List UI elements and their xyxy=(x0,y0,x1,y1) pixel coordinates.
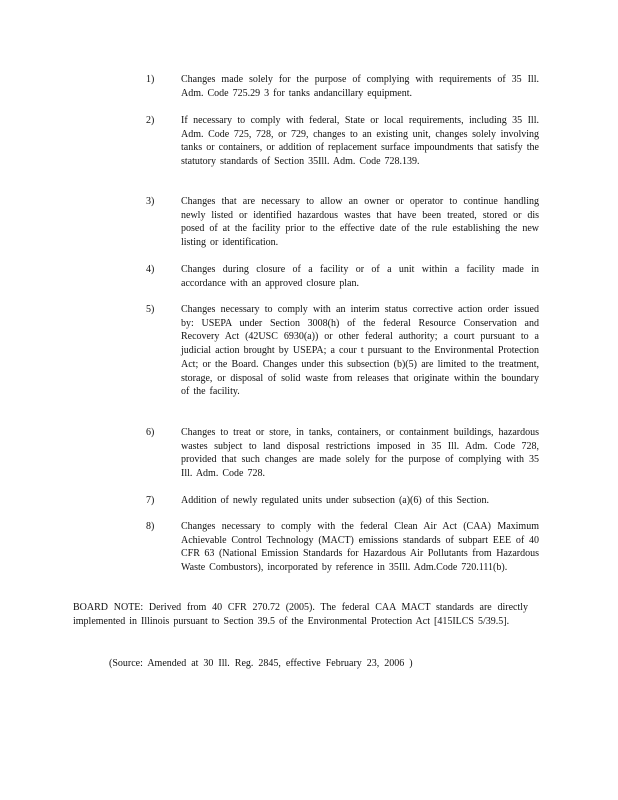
board-note: BOARD NOTE: Derived from 40 CFR 270.72 (2005). The federal CAA MACT standards are directly implemented in Illinois pursuant to Section 39.5 of the Environmental Protection Act [415ILCS 5/39.5]. xyxy=(73,602,528,627)
source-citation: (Source: Amended at 30 Ill. Reg. 2845, effective February 23, 2006 ) xyxy=(109,658,413,669)
item-text: Changes during closure of a facility or of a unit within a facility made in accordance with an approved closure plan. xyxy=(181,264,539,289)
item-number: 3) xyxy=(146,196,155,207)
item-text: Addition of newly regulated units under subsection (a)(6) of this Section. xyxy=(181,495,489,506)
item-number: 2) xyxy=(146,115,155,126)
item-text: Changes necessary to comply with the federal Clean Air Act (CAA) Maximum Achievable Control Technology (MACT) emissions standards of subpart EEE of 40 CFR 63 (National Emission Standards for Hazardous Air Pollutants from Hazardous Waste Combustors), incorporated by reference in 35Ill. Adm.Code 720.111(b). xyxy=(181,521,539,574)
item-number: 4) xyxy=(146,264,155,275)
item-number: 7) xyxy=(146,495,155,506)
item-text: Changes that are necessary to allow an owner or operator to continue handling newly listed or identified hazardous wastes that have been treated, stored or dis posed of at the facility prior to the effective date of the rule establishing the new listing or identification. xyxy=(181,196,539,249)
item-text: Changes to treat or store, in tanks, containers, or containment buildings, hazardous wastes subject to land disposal restrictions imposed in 35 Ill. Adm. Code 728, provided that such changes are made solely for the purpose of complying with 35 Ill. Adm. Code 728. xyxy=(181,427,539,480)
item-number: 8) xyxy=(146,521,155,532)
item-text: Changes necessary to comply with an interim status corrective action order issued by: USEPA under Section 3008(h) of the federal Resource Conservation and Recovery Act (42USC 6930(a)) or other federal authority; a court pursuant to a judicial action brought by USEPA; a cour t pursuant to the Environmental Protection Act; or the Board. Changes under this subsection (b)(5) are limited to the treatment, storage, or disposal of solid waste from releases that originate within the boundary of the facility. xyxy=(181,304,539,398)
item-text: Changes made solely for the purpose of complying with requirements of 35 Ill. Adm. Code 725.29 3 for tanks andancillary equipment. xyxy=(181,74,539,99)
item-number: 5) xyxy=(146,304,155,315)
item-number: 6) xyxy=(146,427,155,438)
item-number: 1) xyxy=(146,74,155,85)
item-text: If necessary to comply with federal, State or local requirements, including 35 Ill. Adm. Code 725, 728, or 729, changes to an existing unit, changes solely involving tanks or containers, or addition of replacement surface impoundments that satisfy the statutory standards of Section 35Ill. Adm. Code 728.139. xyxy=(181,115,539,168)
